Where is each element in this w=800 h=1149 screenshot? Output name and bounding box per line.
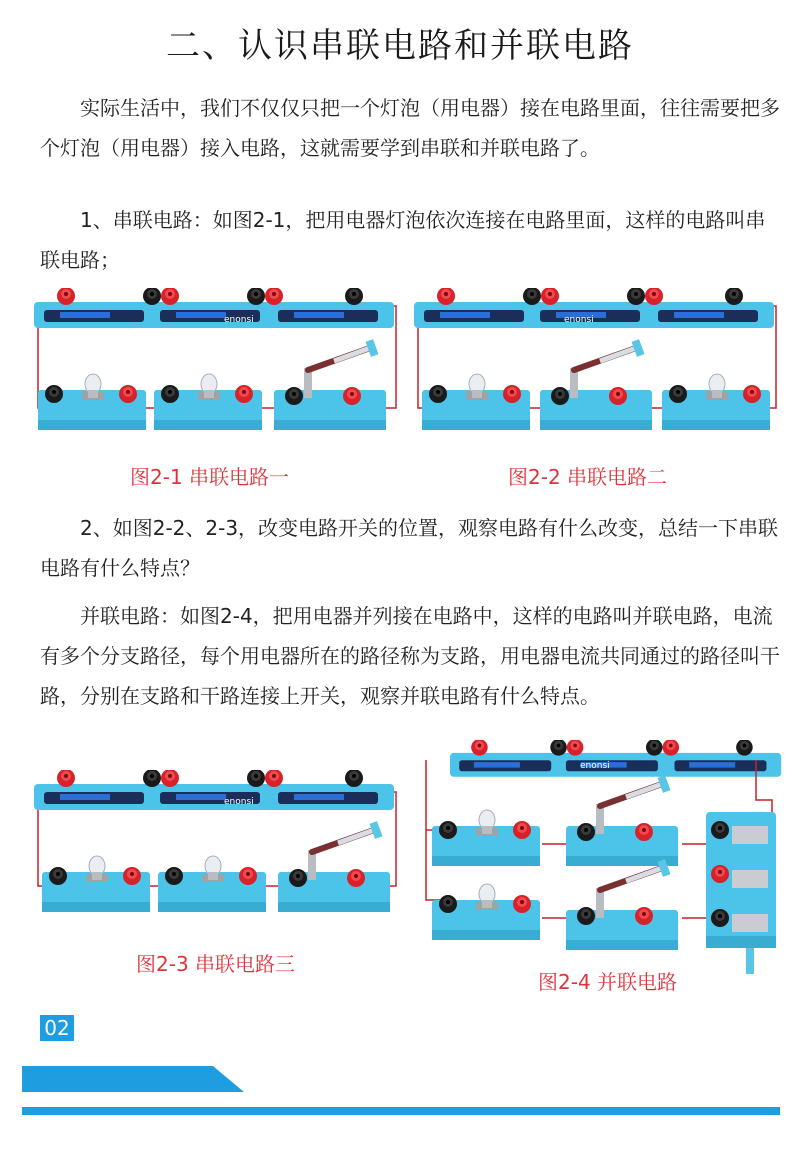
paragraph-question: 2、如图2-2、2-3，改变电路开关的位置，观察电路有什么改变，总结一下串联电路有什么特点？ xyxy=(40,516,779,580)
battery-brand-label: enonsi xyxy=(224,315,254,325)
footer-band-bottom xyxy=(22,1107,780,1115)
battery-brand-label: enonsi xyxy=(224,797,254,807)
figure-2-4-diagram xyxy=(420,740,786,990)
footer-band-top xyxy=(22,1066,244,1092)
figure-2-1-diagram xyxy=(34,288,404,438)
caption-fig-2-2: 图2-2 串联电路二 xyxy=(508,465,668,489)
page-number-badge: 02 xyxy=(40,1015,74,1041)
paragraph-parallel: 并联电路：如图2-4，把用电器并列接在电路中，这样的电路叫并联电路，电流有多个分支路径，每个用电器所在的路径称为支路，用电器电流共同通过的路径叫干路，分别在支路和干路连接上开关，观察并联电路有什么特点。 xyxy=(40,604,780,708)
figure-2-3-diagram xyxy=(34,770,404,920)
battery-brand-label: enonsi xyxy=(564,315,594,325)
caption-fig-2-3: 图2-3 串联电路三 xyxy=(136,952,296,976)
caption-fig-2-1: 图2-1 串联电路一 xyxy=(130,465,290,489)
page-title: 二、认识串联电路和并联电路 xyxy=(166,26,634,66)
battery-brand-label: enonsi xyxy=(580,761,610,771)
caption-fig-2-4: 图2-4 并联电路 xyxy=(538,970,678,994)
paragraph-intro: 实际生活中，我们不仅仅只把一个灯泡（用电器）接在电路里面，往往需要把多个灯泡（用电器）接入电路，这就需要学到串联和并联电路了。 xyxy=(40,96,780,160)
figure-2-2-diagram xyxy=(414,288,784,438)
paragraph-series: 1、串联电路：如图2-1，把用电器灯泡依次连接在电路里面，这样的电路叫串联电路； xyxy=(40,208,766,272)
